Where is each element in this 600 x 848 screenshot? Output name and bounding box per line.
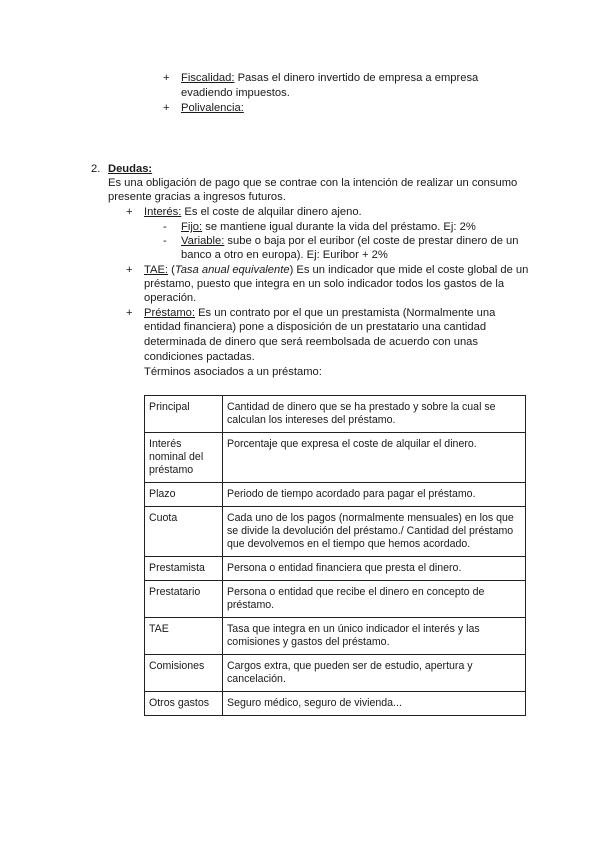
interes-text: Es el coste de alquilar dinero ajeno. [181,206,362,218]
term-cell: Comisiones [145,655,223,692]
bullet-marker: + [163,102,170,114]
sub-bullet-marker: - [163,235,167,247]
table-row [145,581,526,618]
definition-cell: Persona o entidad financiera que presta el dinero. [223,557,526,581]
fijo-text: se mantiene igual durante la vida del préstamo. Ej: 2% [202,221,476,233]
interes-item [144,205,362,219]
loan-terms-table [144,395,526,716]
definition-cell: Seguro médico, seguro de vivienda... [223,692,526,716]
variable-text-cont: banco a otro en europa). Ej: Euribor + 2% [181,249,388,261]
section-number: 2. [91,163,101,175]
table-row [145,655,526,692]
table-row [145,483,526,507]
tae-paren: ( [168,264,175,276]
section-title [108,162,152,176]
prestamo-text-cont-2: determinada de dinero que será reembolsada de acuerdo con unas [144,336,478,348]
bullet-marker: + [126,307,133,319]
tae-label: TAE: [144,264,169,276]
bullet-marker: + [163,72,170,84]
term-cell: Otros gastos [145,692,223,716]
deudas-title: Deudas: [108,163,153,175]
sub-bullet-marker: - [163,221,167,233]
definition-cell: Cada uno de los pagos (normalmente mensuales) en los que se divide la devolución del préstamo./ Cantidad del préstamo que devolvemos en el tiempo que hemos acordado. [223,507,526,557]
term-cell: Plazo [145,483,223,507]
definition-cell: Persona o entidad que recibe el dinero en concepto de préstamo. [223,581,526,618]
table-row [145,507,526,557]
term-cell: Principal [145,396,223,433]
variable-text: sube o baja por el euribor (el coste de prestar dinero de un [224,235,519,247]
definition-cell: Cargos extra, que pueden ser de estudio, apertura y cancelación. [223,655,526,692]
interes-label: Interés: [144,206,182,218]
term-cell: Cuota [145,507,223,557]
table-row [145,433,526,483]
tae-italic: Tasa anual equivalente [174,264,290,276]
variable-label: Variable: [181,235,225,247]
definition-cell: Periodo de tiempo acordado para pagar el préstamo. [223,483,526,507]
polivalencia-item [181,101,244,115]
fiscalidad-text-cont: evadiendo impuestos. [181,87,290,99]
table-row [145,396,526,433]
fijo-label: Fijo: [181,221,203,233]
table-row [145,692,526,716]
fiscalidad-text: Pasas el dinero invertido de empresa a empresa [234,72,479,84]
prestamo-item [144,306,495,320]
term-cell: Prestamista [145,557,223,581]
polivalencia-label: Polivalencia: [181,102,244,114]
fijo-item [181,220,476,234]
table-row [145,618,526,655]
deudas-intro-line-2: presente gracias a ingresos futuros. [108,191,286,203]
definition-cell: Porcentaje que expresa el coste de alquilar el dinero. [223,433,526,483]
definition-cell: Tasa que integra en un único indicador el interés y las comisiones y gastos del préstamo. [223,618,526,655]
term-cell: Prestatario [145,581,223,618]
bullet-marker: + [126,206,133,218]
fiscalidad-label: Fiscalidad: [181,72,235,84]
tae-text-cont-1: préstamo, puesto que integra en un solo indicador todos los gastos de la [144,278,505,290]
definition-cell: Cantidad de dinero que se ha prestado y sobre la cual se calculan los intereses del préstamo. [223,396,526,433]
terminos-heading: Términos asociados a un préstamo: [144,366,322,378]
prestamo-text-cont-1: entidad financiera) pone a disposición de un prestatario una cantidad [144,321,487,333]
tae-text: ) Es un indicador que mide el coste global de un [289,264,529,276]
term-cell: TAE [145,618,223,655]
prestamo-label: Préstamo: [144,307,195,319]
tae-item [144,263,528,277]
fiscalidad-item [181,71,478,85]
tae-text-cont-2: operación. [144,292,197,304]
prestamo-text: Es un contrato por el que un prestamista (Normalmente una [194,307,496,319]
table-row [145,557,526,581]
term-cell: Interés nominal del préstamo [145,433,223,483]
variable-item [181,234,519,248]
deudas-intro-line-1: Es una obligación de pago que se contrae con la intención de realizar un consumo [108,177,518,189]
prestamo-text-cont-3: condiciones pactadas. [144,351,255,363]
bullet-marker: + [126,264,133,276]
